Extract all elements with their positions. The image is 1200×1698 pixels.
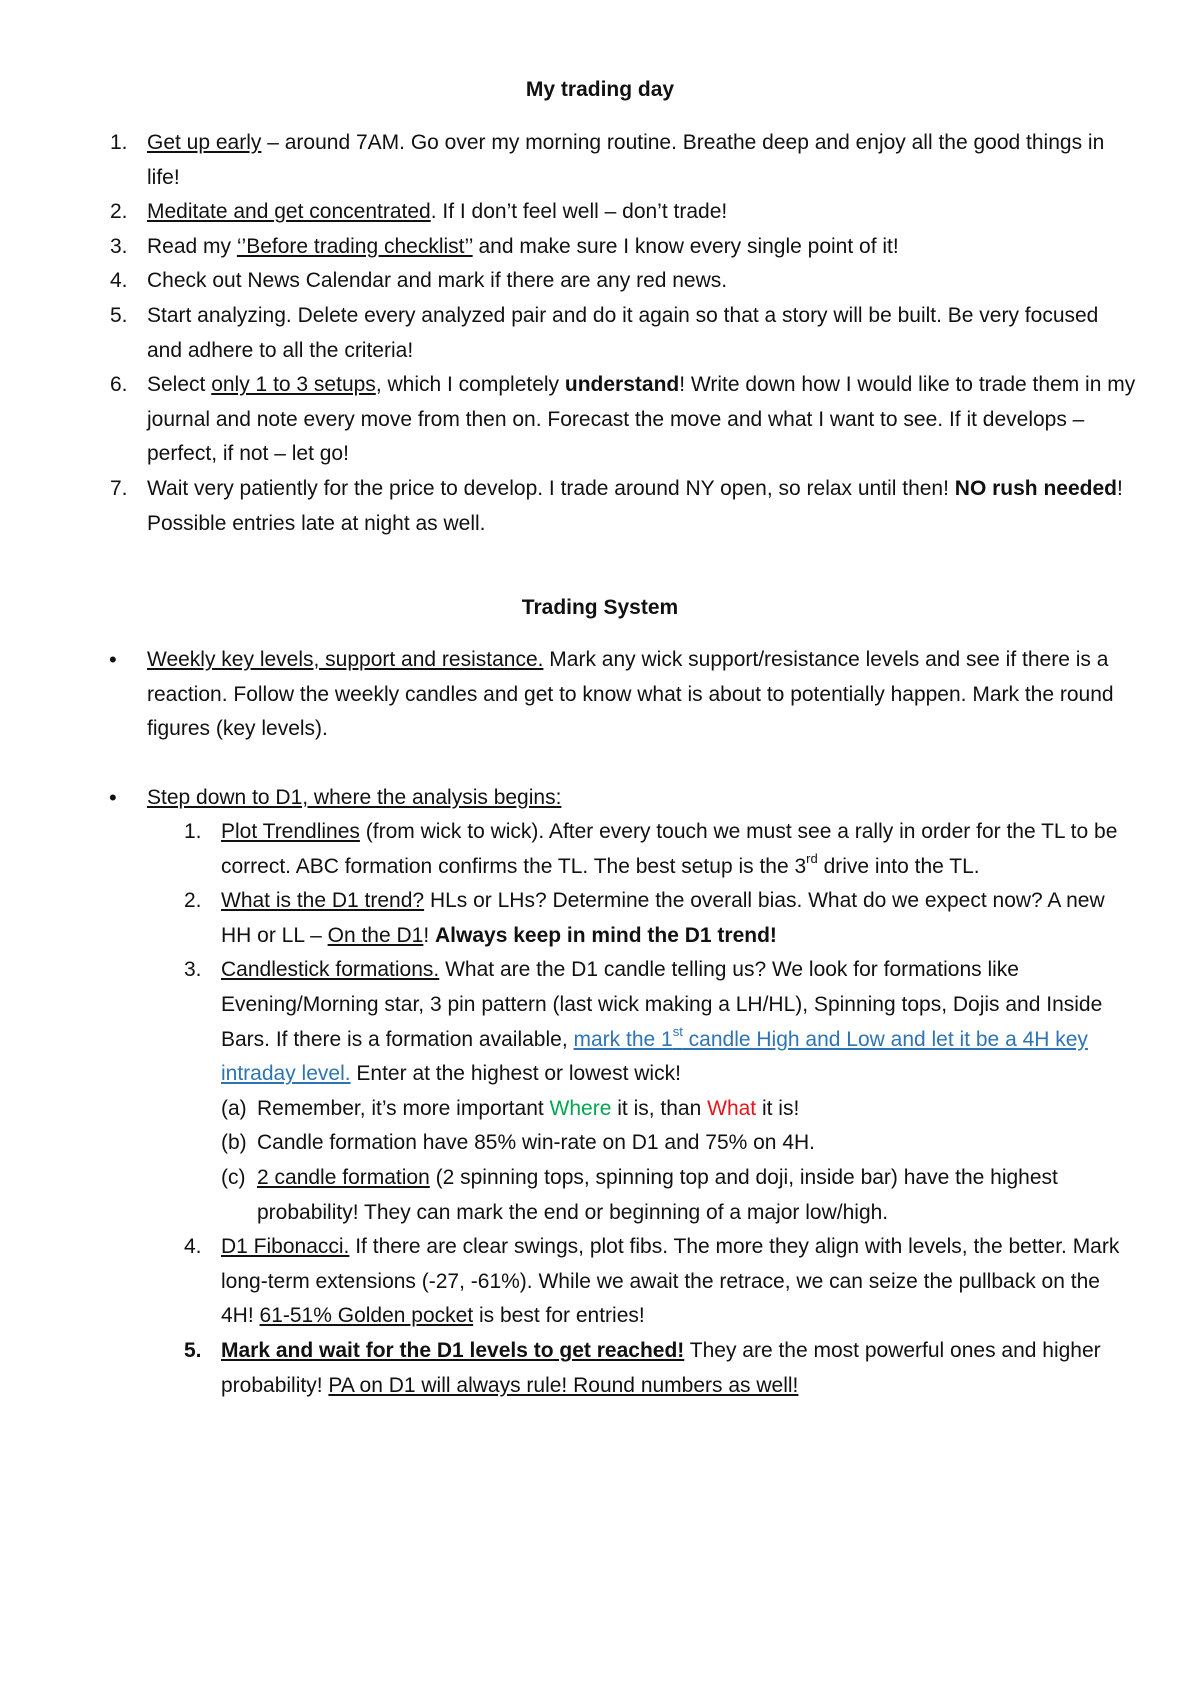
- list-number: 6.: [110, 373, 128, 397]
- list-item: (c) 2 candle formation (2 spinning tops, spinning top and doji, inside bar) have the highest probability! They can mark the end or beginning of a major low/high.: [257, 1161, 1137, 1230]
- list-number: 3.: [110, 234, 128, 258]
- daily-routine-list: [110, 126, 1137, 541]
- list-number: 1.: [184, 820, 202, 843]
- bullet-item: • Step down to D1, where the analysis begins:: [147, 781, 1137, 816]
- page-title: My trading day: [525, 78, 675, 101]
- list-number: 4.: [110, 269, 128, 293]
- list-item: (b) Candle formation have 85% win-rate on D1 and 75% on 4H.: [257, 1126, 1137, 1161]
- list-item: 1. Get up early – around 7AM. Go over my morning routine. Breathe deep and enjoy all the good things in life!: [147, 126, 1137, 195]
- system-bullet-1: [109, 643, 1137, 747]
- list-item: 6. Select only 1 to 3 setups, which I completely understand! Write down how I would like to trade them in my journal and note every move from then on. Forecast the move and what I want to see. If it develops – perfect, if not – let go!: [147, 368, 1137, 472]
- list-item: 5. Mark and wait for the D1 levels to get reached! They are the most powerful ones and higher probability! PA on D1 will always rule! Round numbers as well!: [221, 1334, 1137, 1403]
- list-item: 3. Read my ‘’Before trading checklist’’ and make sure I know every single point of it!: [147, 230, 1137, 265]
- list-item: 4. D1 Fibonacci. If there are clear swings, plot fibs. The more they align with levels, the better. Mark long-term extensions (-27, -61%). While we await the retrace, we can seize the pullback on the 4H! 61-51% Golden pocket is best for entries!: [221, 1230, 1137, 1334]
- list-item: 2. What is the D1 trend? HLs or LHs? Determine the overall bias. What do we expect now? A new HH or LL – On the D1! Always keep in mind the D1 trend!: [221, 884, 1137, 953]
- bullet-item: • Weekly key levels, support and resistance. Mark any wick support/resistance levels and see if there is a reaction. Follow the weekly candles and get to know what is about to potentially happen. Mark the round figures (key levels).: [147, 643, 1137, 747]
- section-title: Trading System: [521, 596, 679, 619]
- system-bullet-2: [109, 781, 1137, 816]
- list-number: 1.: [110, 131, 128, 154]
- key-level-link[interactable]: mark the 1st candle High and Low and let it be a 4H key intraday level.: [221, 1023, 1088, 1086]
- list-number: 7.: [110, 476, 128, 500]
- list-number: 3.: [184, 958, 202, 982]
- list-item: 3. Candlestick formations. What are the D1 candle telling us? We look for formations like Evening/Morning star, 3 pin pattern (last wick making a LH/HL), Spinning tops, Dojis and Inside Bars. If there is a formation available, mark the 1st candle High and Low and let it be a 4H key intraday level. Enter at the highest or lowest wick! (a) Remember, it’s more important Where it is, than What it is! (b) Candle formation have 85% win-rate on D1 and 75% on 4H. (c) 2 candle formation (2 spinning tops, spinning top and doji, inside bar) have the highest probability! They can mark the end or beginning of a major low/high.: [221, 953, 1137, 1230]
- list-item: 5. Start analyzing. Delete every analyzed pair and do it again so that a story will be built. Be very focused and adhere to all the criteria!: [147, 299, 1137, 368]
- list-letter: (a): [221, 1096, 247, 1120]
- bullet-icon: •: [109, 647, 117, 672]
- list-letter: (c): [221, 1165, 246, 1189]
- d1-analysis-list: [184, 815, 1137, 1403]
- list-number: 5.: [184, 1338, 202, 1362]
- list-item: 4. Check out News Calendar and mark if there are any red news.: [147, 264, 1137, 299]
- list-number: 2.: [110, 200, 128, 224]
- list-item: 7. Wait very patiently for the price to develop. I trade around NY open, so relax until then! NO rush needed! Possible entries late at night as well.: [147, 472, 1137, 541]
- list-letter: (b): [221, 1131, 247, 1155]
- list-item: 2. Meditate and get concentrated. If I don’t feel well – don’t trade!: [147, 195, 1137, 230]
- list-item: (a) Remember, it’s more important Where it is, than What it is!: [257, 1092, 1137, 1127]
- list-item: 1. Plot Trendlines (from wick to wick). After every touch we must see a rally in order for the TL to be correct. ABC formation confirms the TL. The best setup is the 3rd drive into the TL.: [221, 815, 1137, 884]
- lettered-list: [221, 1092, 1137, 1230]
- list-number: 4.: [184, 1235, 202, 1259]
- list-number: 5.: [110, 303, 128, 327]
- bullet-icon: •: [109, 785, 117, 810]
- list-number: 2.: [184, 889, 202, 913]
